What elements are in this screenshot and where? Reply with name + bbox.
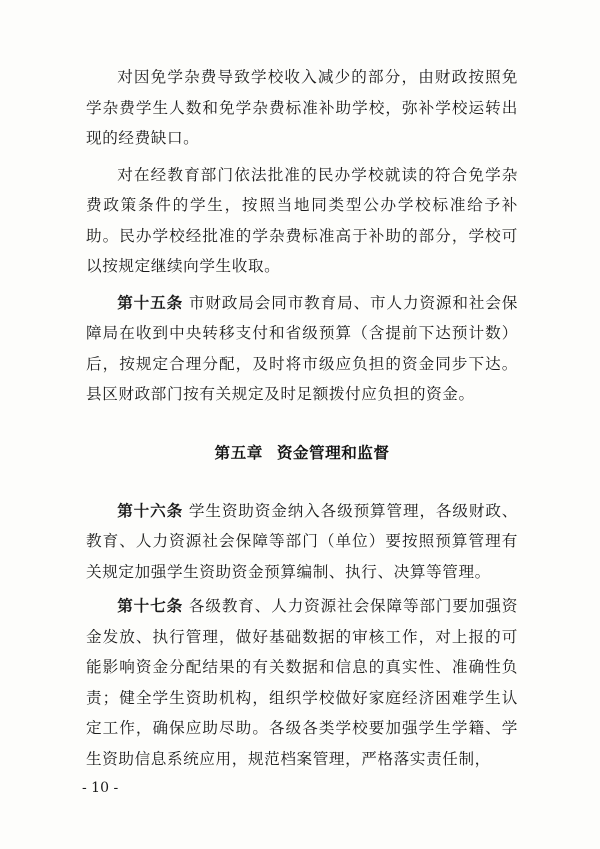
- paragraph-tuition-subsidy: [86, 62, 518, 154]
- paragraph-private-school: [86, 160, 518, 282]
- document-body: [86, 62, 518, 774]
- article-16-lead: 第十六条: [117, 500, 184, 520]
- article-17-text: 各级教育、人力资源社会保障等部门要加强资金发放、执行管理，做好基础数据的审核工作，对上报的可能影响资金分配结果的有关数据和信息的真实性、准确性负责；健全学生资助机构，组织学校做好家庭经济困难学生认定工作，确保应助尽助。各级各类学校要加强学生学籍、学生资助信息系统应用，规范档案管理，严格落实责任制，: [86, 597, 518, 768]
- chapter-heading: [86, 438, 518, 468]
- article-15-lead: 第十五条: [117, 292, 184, 312]
- chapter-number: 第五章: [214, 443, 263, 462]
- chapter-title: 资金管理和监督: [276, 443, 390, 462]
- article-15: [86, 288, 518, 410]
- article-16: [86, 496, 518, 588]
- paragraph-text: 对因免学杂费导致学校收入减少的部分，由财政按照免学杂费学生人数和免学杂费标准补助学校，弥补学校运转出现的经费缺口。: [86, 68, 518, 147]
- article-17: [86, 591, 518, 774]
- page-number: - 10 -: [82, 780, 119, 796]
- paragraph-text: 对在经教育部门依法批准的民办学校就读的符合免学杂费政策条件的学生，按照当地同类型公办学校标准给予补助。民办学校经批准的学杂费标准高于补助的部分，学校可以按规定继续向学生收取。: [86, 165, 518, 275]
- article-15-text: 市财政局会同市教育局、市人力资源和社会保障局在收到中央转移支付和省级预算（含提前下达预计数）后，按规定合理分配，及时将市级应负担的资金同步下达。县区财政部门按有关规定及时足额拨付应负担的资金。: [86, 293, 518, 403]
- article-17-lead: 第十七条: [117, 596, 184, 615]
- article-16-text: 学生资助资金纳入各级预算管理，各级财政、教育、人力资源社会保障等部门（单位）要按照预算管理有关规定加强学生资助资金预算编制、执行、决算等管理。: [86, 501, 518, 581]
